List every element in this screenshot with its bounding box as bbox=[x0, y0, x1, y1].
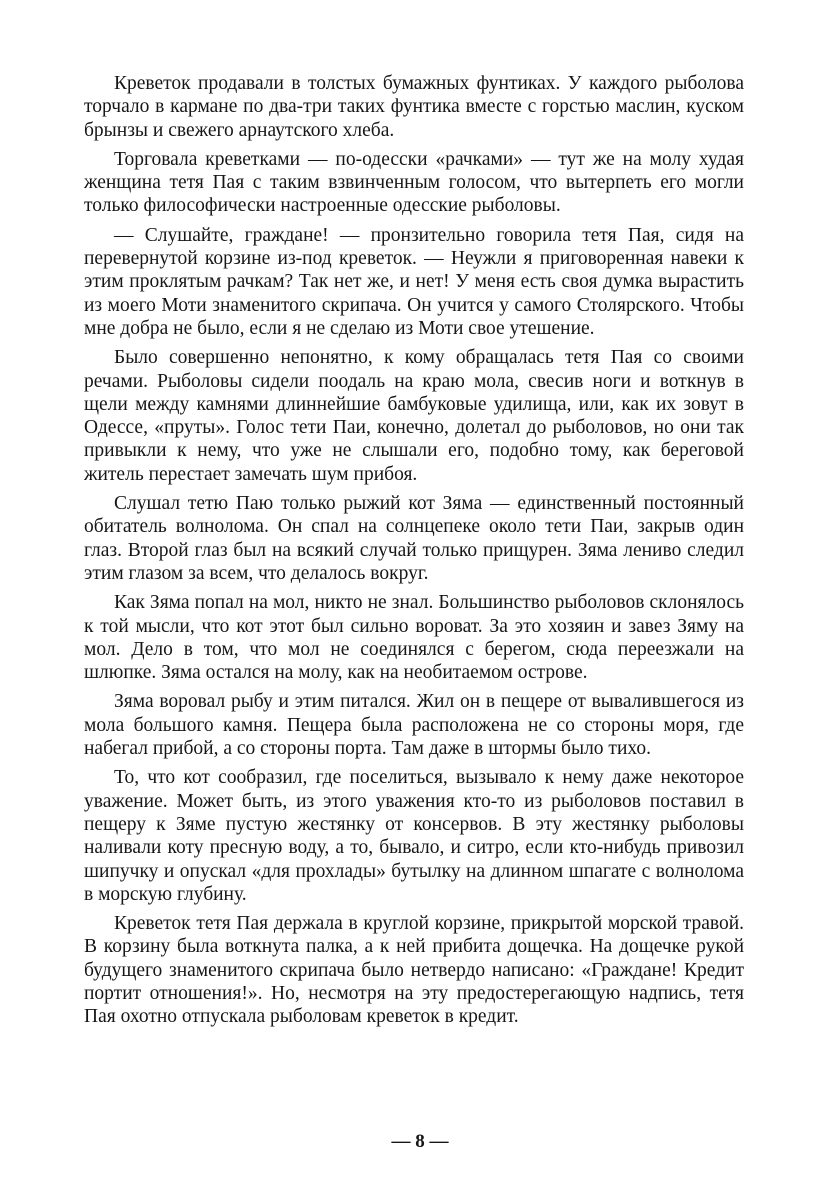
paragraph-2: Торговала креветками — по-одесски «рачками» — тут же на молу худая женщина тетя Пая с таким взвинченным голосом, что вытерпеть его могли только философически настроенные одесские рыболовы. bbox=[84, 148, 744, 217]
paragraph-6: Как Зяма попал на мол, никто не знал. Большинство рыболовов склонялось к той мысли, что кот этот был сильно вороват. За это хозяин и завез Зяму на мол. Дело в том, что мол не соединялся с берегом, сюда переезжали на шлюпке. Зяма остался на молу, как на необитаемом острове. bbox=[84, 592, 744, 684]
page-number: — 8 — bbox=[391, 1131, 449, 1152]
paragraph-9: Креветок тетя Пая держала в круглой корзине, прикрытой морской травой. В корзину была воткнута палка, а к ней прибита дощечка. На дощечке рукой будущего знаменитого скрипача было нетвердо написано: «Граждане! Кредит портит отношения!». Но, несмотря на эту предостерегающую надпись, тетя Пая охотно отпускала рыболовам креветок в кредит. bbox=[84, 913, 744, 1028]
paragraph-1: Креветок продавали в толстых бумажных фунтиках. У каждого рыболова торчало в кармане по два-три таких фунтика вместе с горстью маслин, куском брынзы и свежего арнаутского хлеба. bbox=[84, 73, 744, 141]
page-body bbox=[84, 72, 744, 1029]
paragraph-4: Было совершенно непонятно, к кому обращалась тетя Пая со своими речами. Рыболовы сидели поодаль на краю мола, свесив ноги и воткнув в щели между камнями длиннейшие бамбуковые удилища, или, как их зовут в Одессе, «пруты». Голос тети Паи, конечно, долетал до рыболовов, но они так привыкли к нему, что уже не слышали его, подобно тому, как береговой житель перестает замечать шум прибоя. bbox=[84, 347, 744, 485]
paragraph-5: Слушал тетю Паю только рыжий кот Зяма — единственный постоянный обитатель волнолома. Он спал на солнцепеке около тети Паи, закрыв один глаз. Второй глаз был на всякий случай только прищурен. Зяма лениво следил этим глазом за всем, что делалось вокруг. bbox=[84, 493, 744, 584]
paragraph-8: То, что кот сообразил, где поселиться, вызывало к нему даже некоторое уважение. Может быть, из этого уважения кто-то из рыболовов поставил в пещеру к Зяме пустую жестянку от консервов. В эту жестянку рыболовы наливали коту пресную воду, а то, бывало, и ситро, если кто-нибудь привозил шипучку и опускал «для прохлады» бутылку на длинном шпагате с волнолома в морскую глубину. bbox=[84, 767, 744, 905]
paragraph-7: Зяма воровал рыбу и этим питался. Жил он в пещере от вывалившегося из мола большого камня. Пещера была расположена не со стороны моря, где набегал прибой, а со стороны порта. Там даже в штормы было тихо. bbox=[84, 691, 744, 760]
paragraph-3: — Слушайте, граждане! — пронзительно говорила тетя Пая, сидя на перевернутой корзине из-под креветок. — Неужли я приговоренная навеки к этим проклятым рачкам? Так нет же, и нет! У меня есть своя думка вырастить из моего Моти знаменитого скрипача. Он учится у самого Столярского. Чтобы мне добра не было, если я не сделаю из Моти свое утешение. bbox=[84, 224, 744, 339]
